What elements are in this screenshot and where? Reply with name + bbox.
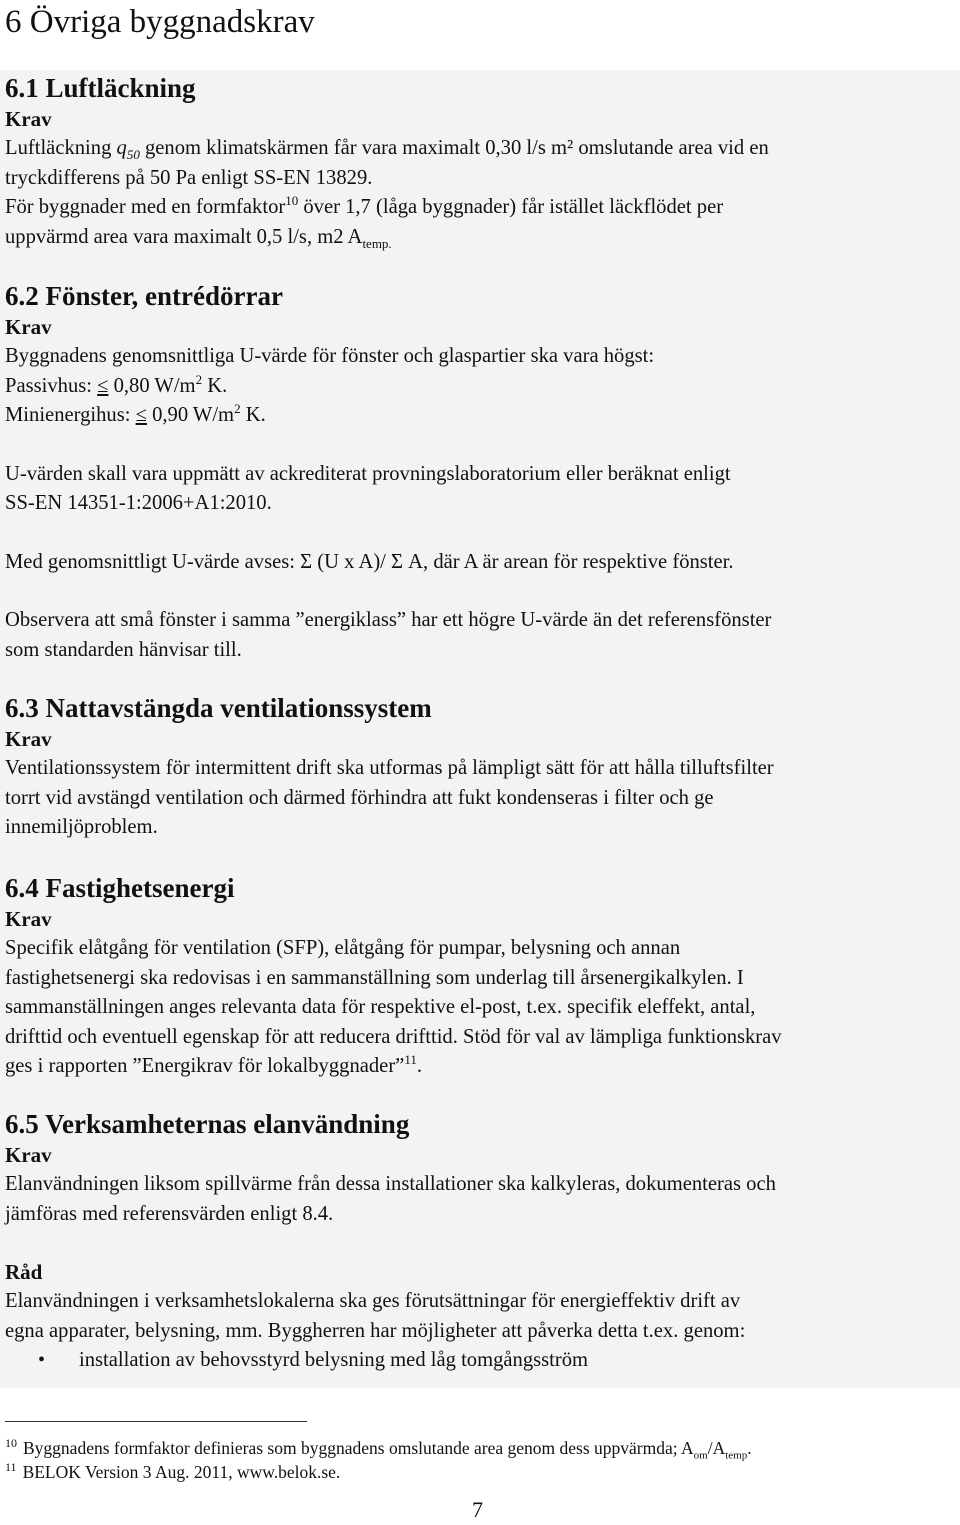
krav-label: Krav (5, 107, 52, 131)
section-6-1 (5, 72, 955, 252)
krav-label: Krav (5, 907, 52, 931)
krav-label: Krav (5, 727, 52, 751)
section-6-3 (5, 692, 955, 843)
paragraph-line: som standarden hänvisar till. (5, 638, 242, 661)
paragraph-line: Specifik elåtgång för ventilation (SFP), elåtgång för pumpar, belysning och annan (5, 937, 681, 959)
paragraph-line: uppvärmd area vara maximalt 0,5 l/s, m2 $A_{temp.}$ (5, 225, 392, 251)
paragraph-line: Minienergihus: ≤ 0,90 $W/m^2$ K. (5, 401, 266, 426)
krav-label: Krav (5, 315, 52, 339)
section-6-2 (5, 280, 955, 665)
section-heading: 6.3 Nattavstängda ventilationssystem (5, 693, 432, 723)
section-heading: 6.1 Luftläckning (5, 73, 196, 103)
paragraph-line: Elanvändningen liksom spillvärme från dessa installationer ska kalkyleras, dokumenteras och (5, 1173, 776, 1195)
paragraph-line: fastighetsenergi ska redovisas i en sammanställning som underlag till årsenergikalkylen. I (5, 966, 744, 989)
footnote-10: $^{10}$ Byggnadens formfaktor definieras som byggnadens omslutande area genom dess uppvärmda; $A_{om}/A_{temp}$. (5, 1436, 752, 1462)
section-heading: 6.4 Fastighetsenergi (5, 873, 235, 903)
paragraph-line: egna apparater, belysning, mm. Byggherren har möjligheter att påverka detta t.ex. genom: (5, 1319, 746, 1342)
footnote-ref: 10 (285, 193, 299, 209)
paragraph-line: Luftläckning $q_{50}$ genom klimatskärmen får vara maximalt 0,30 l/s m² omslutande area vid en (5, 137, 769, 163)
paragraph-line: Elanvändningen i verksamhetslokalerna ska ges förutsättningar för energieffektiv drift av (5, 1290, 741, 1312)
paragraph-line: tryckdifferens på 50 Pa enligt SS-EN 13829. (5, 166, 373, 189)
paragraph-line: Observera att små fönster i samma ”energiklass” har ett högre U-värde än det referensfönster (5, 609, 772, 631)
section-heading: 6.2 Fönster, entrédörrar (5, 281, 283, 311)
krav-label: Krav (5, 1143, 52, 1167)
page-number: 7 (472, 1497, 483, 1522)
bullet-item: • installation av behovsstyrd belysning med låg tomgångsström (5, 1346, 955, 1376)
paragraph-line: innemiljöproblem. (5, 816, 158, 838)
paragraph-line: U-värden skall vara uppmätt av ackrediterat provningslaboratorium eller beräknat enligt (5, 462, 731, 485)
chapter-title: 6 Övriga byggnadskrav (5, 4, 315, 40)
footnote-ref: 11 (404, 1052, 417, 1068)
section-heading: 6.5 Verksamheternas elanvändning (5, 1109, 410, 1139)
paragraph-line: torrt vid avstängd ventilation och därmed förhindra att fukt kondenseras i filter och ge (5, 786, 714, 809)
rad-label: Råd (5, 1260, 43, 1284)
paragraph-line: För byggnader med en formfaktor$^{10}$ över 1,7 (låga byggnader) får istället läckflödet per (5, 193, 724, 218)
footnote-11: $^{11}$ BELOK Version 3 Aug. 2011, www.belok.se. (5, 1460, 341, 1482)
section-6-5 (5, 1108, 955, 1376)
bullet-icon: • (38, 1349, 46, 1371)
footnote-divider (5, 1421, 307, 1422)
paragraph-line: jämföras med referensvärden enligt 8.4. (5, 1202, 334, 1225)
paragraph-line: ges i rapporten ”Energikrav för lokalbyggnader”$^{11}$. (5, 1052, 423, 1077)
paragraph-line: Ventilationssystem för intermittent drift ska utformas på lämpligt sätt för att hålla tilluftsfilter (5, 757, 774, 779)
paragraph-line: drifttid och eventuell egenskap för att reducera drifttid. Stöd för val av lämpliga funktionskrav (5, 1025, 782, 1048)
paragraph-line: Med genomsnittligt U-värde avses: Σ (U x A)/ Σ A, där A är arean för respektive fönster. (5, 550, 734, 573)
section-6-4 (5, 872, 955, 1082)
paragraph-line: SS-EN 14351-1:2006+A1:2010. (5, 492, 272, 514)
paragraph-line: Passivhus: ≤ 0,80 $W/m^2$ K. (5, 371, 228, 397)
paragraph-line: Byggnadens genomsnittliga U-värde för fönster och glaspartier ska vara högst: (5, 345, 655, 367)
paragraph-line: sammanställningen anges relevanta data för respektive el-post, t.ex. specifik eleffekt, antal, (5, 996, 756, 1018)
